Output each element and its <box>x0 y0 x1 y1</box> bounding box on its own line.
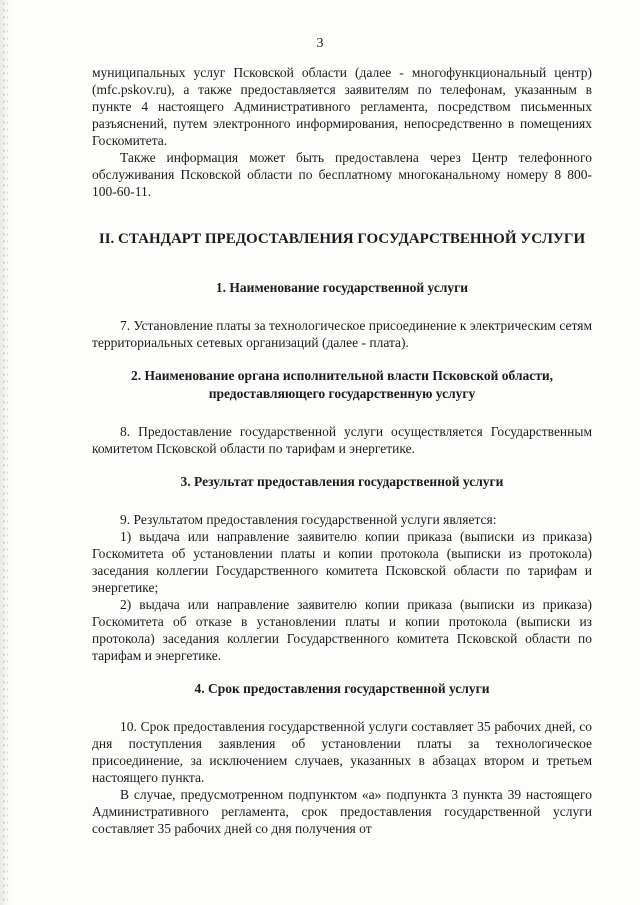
section-paragraph: 10. Срок предоставления государственной услуги составляет 35 рабочих дней, со дня поступления заявления об установлении платы за технологическое присоединение, за исключением случаев, указанных в абзацах втором и третьем настоящего пункта. <box>92 719 592 785</box>
document-body <box>92 64 592 837</box>
section-paragraph: 7. Установление платы за технологическое присоединение к электрическим сетям территориальных сетевых организаций (далее - плата). <box>92 318 592 350</box>
section-title-2: 2. Наименование органа исполнительной власти Псковской области, предоставляющего государственную услугу <box>130 368 554 401</box>
page-number: 3 <box>316 36 324 51</box>
chapter-title: II. СТАНДАРТ ПРЕДОСТАВЛЕНИЯ ГОСУДАРСТВЕННОЙ УСЛУГИ <box>98 231 586 247</box>
section-paragraph: В случае, предусмотренном подпунктом «а» подпункта 3 пункта 39 настоящего Административного регламента, срок предоставления государственной услуги составляет 35 рабочих дней со дня получения от <box>92 787 592 836</box>
list-item: 2) выдача или направление заявителю копии приказа (выписки из приказа) Госкомитета об отказе в установлении платы и копии протокола (выписки из протокола) заседания коллегии Государственного комитета Псковской области по тарифам и энергетике. <box>92 597 592 663</box>
section-paragraph: 9. Результатом предоставления государственной услуги является: <box>120 512 497 527</box>
scan-edge-artifact <box>2 0 8 905</box>
list-item: 1) выдача или направление заявителю копии приказа (выписки из приказа) Госкомитета об установлении платы и копии протокола (выписки из протокола) заседания коллегии Государственного комитета Псковской области по тарифам и энергетике; <box>92 529 592 595</box>
section-title-4: 4. Срок предоставления государственной услуги <box>194 681 490 696</box>
section-title-1: 1. Наименование государственной услуги <box>215 280 469 295</box>
intro-paragraph: муниципальных услуг Псковской области (далее - многофункциональный центр) (mfc.pskov.ru), а также предоставляется заявителям по телефонам, указанным в пункте 4 настоящего Административного регламента, посредством письменных разъяснений, путем электронного информирования, непосредственно в помещениях Госкомитета. <box>92 65 592 148</box>
intro-paragraph: Также информация может быть предоставлена через Центр телефонного обслуживания Псковской области по бесплатному многоканальному номеру 8 800-100-60-11. <box>92 150 592 199</box>
section-title-3: 3. Результат предоставления государственной услуги <box>180 474 504 489</box>
section-paragraph: 8. Предоставление государственной услуги осуществляется Государственным комитетом Псковской области по тарифам и энергетике. <box>92 424 592 456</box>
